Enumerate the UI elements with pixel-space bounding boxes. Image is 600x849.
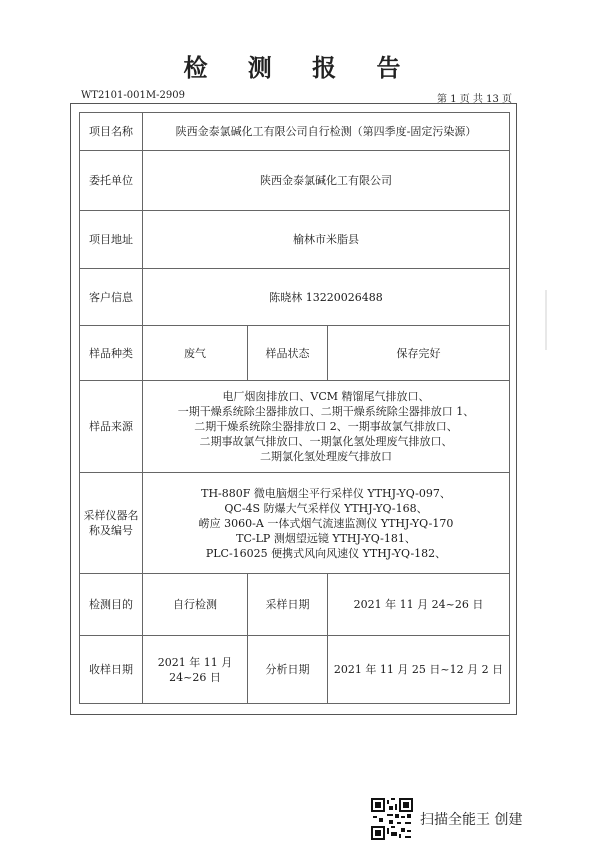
- sample-status-value: 保存完好: [328, 326, 510, 381]
- instruments-label: [80, 473, 143, 574]
- client-value: 陕西金泰氯碱化工有限公司: [143, 151, 510, 211]
- sample-source-line: 二期氯化氢处理废气排放口: [260, 450, 392, 463]
- instruments-label-line: 称及编号: [89, 524, 133, 537]
- customer-label: 客户信息: [80, 269, 143, 326]
- address-value: 榆林市米脂县: [143, 211, 510, 269]
- table-row: [80, 381, 510, 473]
- page-count: 第 1 页 共 13 页: [437, 94, 512, 105]
- instruments-label-line: 采样仪器名: [83, 509, 139, 522]
- purpose-value: 自行检测: [143, 574, 248, 636]
- sampling-date-value: 2021 年 11 月 24~26 日: [328, 574, 510, 636]
- analysis-date-value: 2021 年 11 月 25 日~12 月 2 日: [328, 636, 510, 704]
- instrument-line: TC-LP 测烟望远镜 YTHJ-YQ-181、: [236, 531, 416, 545]
- table-row: [80, 636, 510, 704]
- project-name-label: 项目名称: [80, 113, 143, 151]
- qr-code-icon: [371, 798, 413, 840]
- receive-date-label: 收样日期: [80, 636, 143, 704]
- sample-source-line: 二期事故氯气排放口、一期氯化氢处理废气排放口、: [199, 435, 453, 448]
- report-table: [79, 112, 510, 704]
- instrument-line: QC-4S 防爆大气采样仪 YTHJ-YQ-168、: [224, 501, 428, 515]
- address-label: 项目地址: [80, 211, 143, 269]
- analysis-date-label: 分析日期: [248, 636, 328, 704]
- sampling-date-label: 采样日期: [248, 574, 328, 636]
- report-number: WT2101-001M-2909: [81, 90, 185, 101]
- sample-source-label: 样品来源: [80, 381, 143, 473]
- scan-mark: [545, 290, 547, 350]
- scanner-watermark: 扫描全能王 创建: [420, 812, 523, 828]
- sample-source-line: 一期干燥系统除尘器排放口、二期干燥系统除尘器排放口 1、: [177, 405, 475, 418]
- sample-source-line: 电厂烟囱排放口、VCM 精馏尾气排放口、: [222, 390, 430, 403]
- project-name-value: 陕西金泰氯碱化工有限公司自行检测（第四季度-固定污染源）: [143, 113, 510, 151]
- instruments-value: [143, 473, 510, 574]
- instrument-line: 崂应 3060-A 一体式烟气流速监测仪 YTHJ-YQ-170: [198, 516, 454, 530]
- table-row: [80, 326, 510, 381]
- table-row: [80, 269, 510, 326]
- table-row: [80, 473, 510, 574]
- table-row: [80, 151, 510, 211]
- instrument-line: TH-880F 微电脑烟尘平行采样仪 YTHJ-YQ-097、: [201, 486, 451, 500]
- sample-source-line: 二期干燥系统除尘器排放口 2、一期事故氯气排放口、: [194, 420, 458, 433]
- sample-type-value: 废气: [143, 326, 248, 381]
- table-row: [80, 211, 510, 269]
- page-title: 检 测 报 告: [183, 53, 417, 82]
- client-label: 委托单位: [80, 151, 143, 211]
- sample-type-label: 样品种类: [80, 326, 143, 381]
- table-row: [80, 113, 510, 151]
- customer-value: 陈晓林 13220026488: [143, 269, 510, 326]
- sample-status-label: 样品状态: [248, 326, 328, 381]
- instrument-line: PLC-16025 便携式风向风速仪 YTHJ-YQ-182、: [205, 546, 447, 560]
- sample-source-value: [143, 381, 510, 473]
- table-row: [80, 574, 510, 636]
- purpose-label: 检测目的: [80, 574, 143, 636]
- receive-date-value: 2021 年 11 月 24~26 日: [143, 636, 248, 704]
